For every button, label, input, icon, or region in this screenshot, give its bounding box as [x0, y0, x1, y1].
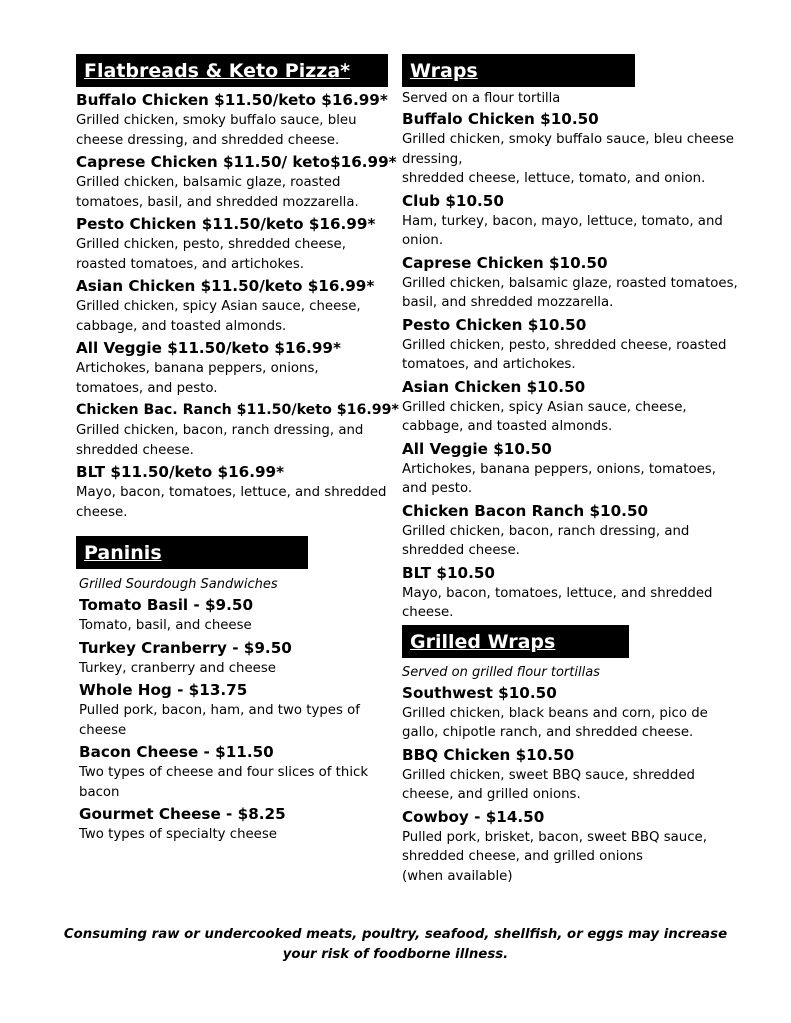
item-description: Grilled chicken, balsamic glaze, roasted tomatoes, basil, and shredded mozzarella.	[402, 275, 738, 310]
flatbreads-item	[76, 400, 399, 460]
paninis-item	[79, 804, 388, 845]
flatbreads-item	[76, 152, 397, 212]
disclaimer-line: your risk of foodborne illness.	[282, 947, 509, 962]
item-description: Grilled chicken, spicy Asian sauce, cheese, cabbage, and toasted almonds.	[402, 399, 687, 434]
item-name: Southwest $10.50	[402, 683, 557, 702]
item-name: Chicken Bacon Ranch $10.50	[402, 501, 649, 520]
wraps-item	[402, 191, 742, 251]
paninis-item	[79, 595, 388, 636]
wraps-item	[402, 253, 742, 313]
wraps-item	[402, 315, 742, 375]
flatbreads-item	[76, 276, 388, 336]
item-description: Mayo, bacon, tomatoes, lettuce, and shredded cheese.	[76, 485, 387, 520]
item-description	[402, 130, 742, 189]
left-column	[76, 54, 399, 847]
description-line: Grilled chicken, smoky buffalo sauce, bleu cheese dressing,	[402, 132, 734, 167]
item-description: Turkey, cranberry and cheese	[79, 660, 276, 676]
disclaimer-line: Consuming raw or undercooked meats, poultry, seafood, shellfish, or eggs may increase	[63, 927, 728, 942]
item-name: All Veggie $10.50	[402, 439, 552, 458]
item-name: BLT $11.50/keto $16.99*	[76, 463, 285, 481]
paninis-item	[79, 638, 388, 679]
flatbreads-item	[76, 214, 388, 274]
item-description	[402, 828, 742, 887]
description-line: shredded cheese, lettuce, tomato, and onion.	[402, 171, 706, 186]
item-name: Caprese Chicken $11.50/ keto$16.99*	[76, 153, 397, 171]
wraps-item	[402, 377, 742, 437]
flatbreads-item	[76, 90, 388, 150]
item-description: Grilled chicken, pesto, shredded cheese, roasted tomatoes, and artichokes.	[76, 237, 346, 272]
wraps-header: Wraps	[402, 54, 635, 87]
item-description: Grilled chicken, bacon, ranch dressing, and shredded cheese.	[402, 523, 690, 558]
item-description: Two types of cheese and four slices of thick bacon	[79, 765, 369, 800]
item-name: All Veggie $11.50/keto $16.99*	[76, 339, 341, 357]
wraps-subtitle: Served on a flour tortilla	[402, 91, 561, 106]
item-description: Artichokes, banana peppers, onions, tomatoes, and pesto.	[76, 361, 319, 396]
grilled-wraps-item	[402, 745, 742, 805]
item-name: Whole Hog - $13.75	[79, 681, 248, 699]
paninis-item	[79, 742, 388, 802]
item-description: Tomato, basil, and cheese	[79, 618, 252, 633]
item-name: BLT $10.50	[402, 563, 495, 582]
allergy-disclaimer	[60, 925, 731, 965]
item-name: Buffalo Chicken $11.50/keto $16.99*	[76, 91, 388, 109]
item-name: Cowboy - $14.50	[402, 807, 545, 826]
grilled-wraps-subtitle: Served on grilled flour tortillas	[402, 664, 600, 680]
right-column	[402, 54, 742, 888]
item-description: Two types of specialty cheese	[79, 827, 277, 842]
item-name: Pesto Chicken $11.50/keto $16.99*	[76, 215, 376, 233]
item-name: BBQ Chicken $10.50	[402, 745, 575, 764]
wraps-item	[402, 109, 742, 189]
item-name: Chicken Bac. Ranch $11.50/keto $16.99*	[76, 402, 399, 418]
paninis-subtitle: Grilled Sourdough Sandwiches	[79, 577, 278, 592]
item-name: Caprese Chicken $10.50	[402, 253, 608, 272]
grilled-wraps-header: Grilled Wraps	[402, 625, 629, 658]
wraps-item	[402, 439, 742, 499]
item-name: Asian Chicken $11.50/keto $16.99*	[76, 277, 375, 295]
grilled-wraps-item	[402, 683, 742, 743]
item-description: Pulled pork, bacon, ham, and two types of cheese	[79, 703, 360, 738]
item-name: Pesto Chicken $10.50	[402, 315, 587, 334]
item-name: Club $10.50	[402, 191, 504, 210]
paninis-header: Paninis	[76, 536, 308, 569]
item-description: Grilled chicken, sweet BBQ sauce, shredded cheese, and grilled onions.	[402, 767, 695, 802]
flatbreads-item	[76, 338, 388, 398]
item-description: Grilled chicken, smoky buffalo sauce, bleu cheese dressing, and shredded cheese.	[76, 113, 357, 148]
item-description: Artichokes, banana peppers, onions, tomatoes, and pesto.	[402, 461, 716, 496]
flatbreads-header: Flatbreads & Keto Pizza*	[76, 54, 388, 87]
item-description: Grilled chicken, spicy Asian sauce, cheese, cabbage, and toasted almonds.	[76, 299, 361, 334]
item-description: Grilled chicken, pesto, shredded cheese, roasted tomatoes, and artichokes.	[402, 337, 727, 372]
item-description: Grilled chicken, bacon, ranch dressing, and shredded cheese.	[76, 423, 364, 458]
item-description: Grilled chicken, black beans and corn, pico de gallo, chipotle ranch, and shredded cheese.	[402, 705, 708, 740]
wraps-item	[402, 563, 742, 623]
paninis-item	[79, 680, 388, 740]
item-description: Mayo, bacon, tomatoes, lettuce, and shredded cheese.	[402, 585, 713, 620]
grilled-wraps-item	[402, 807, 742, 887]
item-name: Gourmet Cheese - $8.25	[79, 805, 286, 823]
item-name: Asian Chicken $10.50	[402, 377, 586, 396]
item-description: Ham, turkey, bacon, mayo, lettuce, tomato, and onion.	[402, 213, 723, 248]
item-name: Bacon Cheese - $11.50	[79, 743, 274, 761]
flatbreads-item	[76, 462, 388, 522]
item-name: Buffalo Chicken $10.50	[402, 110, 599, 128]
item-description: Grilled chicken, balsamic glaze, roasted tomatoes, basil, and shredded mozzarella.	[76, 175, 359, 210]
item-name: Tomato Basil - $9.50	[79, 596, 254, 614]
description-line: Pulled pork, brisket, bacon, sweet BBQ sauce, shredded cheese, and grilled onions	[402, 829, 707, 864]
item-name: Turkey Cranberry - $9.50	[79, 638, 292, 657]
wraps-item	[402, 501, 742, 561]
description-line: (when available)	[402, 868, 513, 884]
